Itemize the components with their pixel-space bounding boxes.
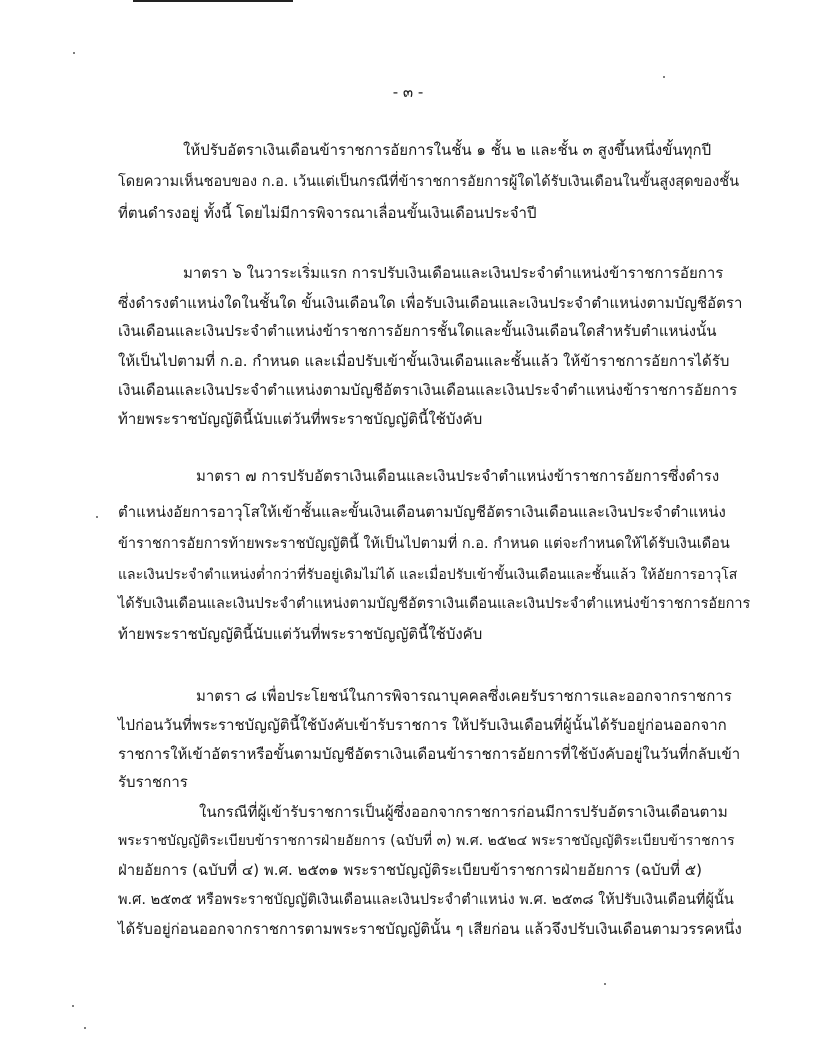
- p2-line-1: มาตรา ๖ ในวาระเริ่มแรก การปรับเงินเดือนและเงินประจำตำแหน่งข้าราชการอัยการ: [183, 264, 724, 282]
- p5-line-3: ฝ่ายอัยการ (ฉบับที่ ๔) พ.ศ. ๒๕๓๑ พระราชบัญญัติระเบียบข้าราชการฝ่ายอัยการ (ฉบับที่ ๕): [118, 861, 702, 879]
- p5-line-1: ในกรณีที่ผู้เข้ารับราชการเป็นผู้ซึ่งออกจากราชการก่อนมีการปรับอัตราเงินเดือนตาม: [199, 803, 728, 821]
- p2-line-4: ให้เป็นไปตามที่ ก.อ. กำหนด และเมื่อปรับเข้าขั้นเงินเดือนและชั้นแล้ว ให้ข้าราชการอัยการได้รับ: [118, 352, 730, 370]
- page-number: - ๓ -: [392, 83, 424, 101]
- p1-line-1: ให้ปรับอัตราเงินเดือนข้าราชการอัยการในชั้น ๑ ชั้น ๒ และชั้น ๓ สูงขึ้นหนึ่งขั้นทุกปี: [183, 141, 712, 159]
- p4-line-1: มาตรา ๘ เพื่อประโยชน์ในการพิจารณาบุคคลซึ่งเคยรับราชการและออกจากราชการ: [196, 687, 732, 705]
- p2-line-5: เงินเดือนและเงินประจำตำแหน่งตามบัญชีอัตราเงินเดือนและเงินประจำตำแหน่งข้าราชการอัยการ: [118, 381, 738, 399]
- top-rule: [133, 0, 293, 2]
- p3-line-6: ท้ายพระราชบัญญัตินี้นับแต่วันที่พระราชบัญญัตินี้ใช้บังคับ: [118, 625, 483, 643]
- p4-line-3: ราชการให้เข้าอัตราหรือขั้นตามบัญชีอัตราเงินเดือนข้าราชการอัยการที่ใช้บังคับอยู่ในวันที่กลับเข้า: [118, 745, 741, 763]
- p5-line-5: ได้รับอยู่ก่อนออกจากราชการตามพระราชบัญญัตินั้น ๆ เสียก่อน แล้วจึงปรับเงินเดือนตามวรรคหนึ่ง: [118, 920, 742, 938]
- p3-line-4: และเงินประจำตำแหน่งต่ำกว่าที่รับอยู่เดิมไม่ได้ และเมื่อปรับเข้าขั้นเงินเดือนและชั้นแล้ว ให้อัยการอาวุโส: [118, 567, 738, 583]
- p2-line-6: ท้ายพระราชบัญญัตินี้นับแต่วันที่พระราชบัญญัตินี้ใช้บังคับ: [118, 410, 483, 428]
- p3-line-1: มาตรา ๗ การปรับอัตราเงินเดือนและเงินประจำตำแหน่งข้าราชการอัยการซึ่งดำรง: [196, 467, 720, 485]
- scan-speck: [73, 52, 75, 54]
- p5-line-4: พ.ศ. ๒๕๓๕ หรือพระราชบัญญัติเงินเดือนและเงินประจำตำแหน่ง พ.ศ. ๒๕๓๘ ให้ปรับเงินเดือนที่ผู้นั้น: [118, 892, 734, 908]
- p3-line-3: ข้าราชการอัยการท้ายพระราชบัญญัตินี้ ให้เป็นไปตามที่ ก.อ. กำหนด แต่จะกำหนดให้ได้รับเงินเดือน: [118, 536, 730, 552]
- p1-line-3: ที่ตนดำรงอยู่ ทั้งนี้ โดยไม่มีการพิจารณาเลื่อนขั้นเงินเดือนประจำปี: [118, 204, 537, 222]
- p4-line-2: ไปก่อนวันที่พระราชบัญญัตินี้ใช้บังคับเข้ารับราชการ ให้ปรับเงินเดือนที่ผู้นั้นได้รับอยู่ก่อนออกจาก: [118, 716, 727, 734]
- scan-speck: [84, 1027, 86, 1029]
- p5-line-2: พระราชบัญญัติระเบียบข้าราชการฝ่ายอัยการ (ฉบับที่ ๓) พ.ศ. ๒๕๒๔ พระราชบัญญัติระเบียบข้าราชการ: [118, 833, 735, 849]
- p3-line-2: ตำแหน่งอัยการอาวุโสให้เข้าชั้นและขั้นเงินเดือนตามบัญชีอัตราเงินเดือนและเงินประจำตำแหน่ง: [118, 503, 726, 521]
- p2-line-2: ซึ่งดำรงตำแหน่งใดในชั้นใด ขั้นเงินเดือนใด เพื่อรับเงินเดือนและเงินประจำตำแหน่งตามบัญชีอัตรา: [118, 294, 743, 312]
- p3-line-5: ได้รับเงินเดือนและเงินประจำตำแหน่งตามบัญชีอัตราเงินเดือนและเงินประจำตำแหน่งข้าราชการอัยการ: [118, 596, 751, 612]
- scan-speck: [604, 983, 606, 985]
- scan-speck: [96, 516, 98, 518]
- p4-line-4: รับราชการ: [118, 773, 188, 791]
- p2-line-3: เงินเดือนและเงินประจำตำแหน่งข้าราชการอัยการชั้นใดและขั้นเงินเดือนใดสำหรับตำแหน่งนั้น: [118, 322, 717, 340]
- p1-line-2: โดยความเห็นชอบของ ก.อ. เว้นแต่เป็นกรณีที่ข้าราชการอัยการผู้ใดได้รับเงินเดือนในขั้นสูงสุดของชั้น: [118, 174, 740, 190]
- scan-speck: [72, 1005, 74, 1007]
- scan-speck: [663, 76, 665, 78]
